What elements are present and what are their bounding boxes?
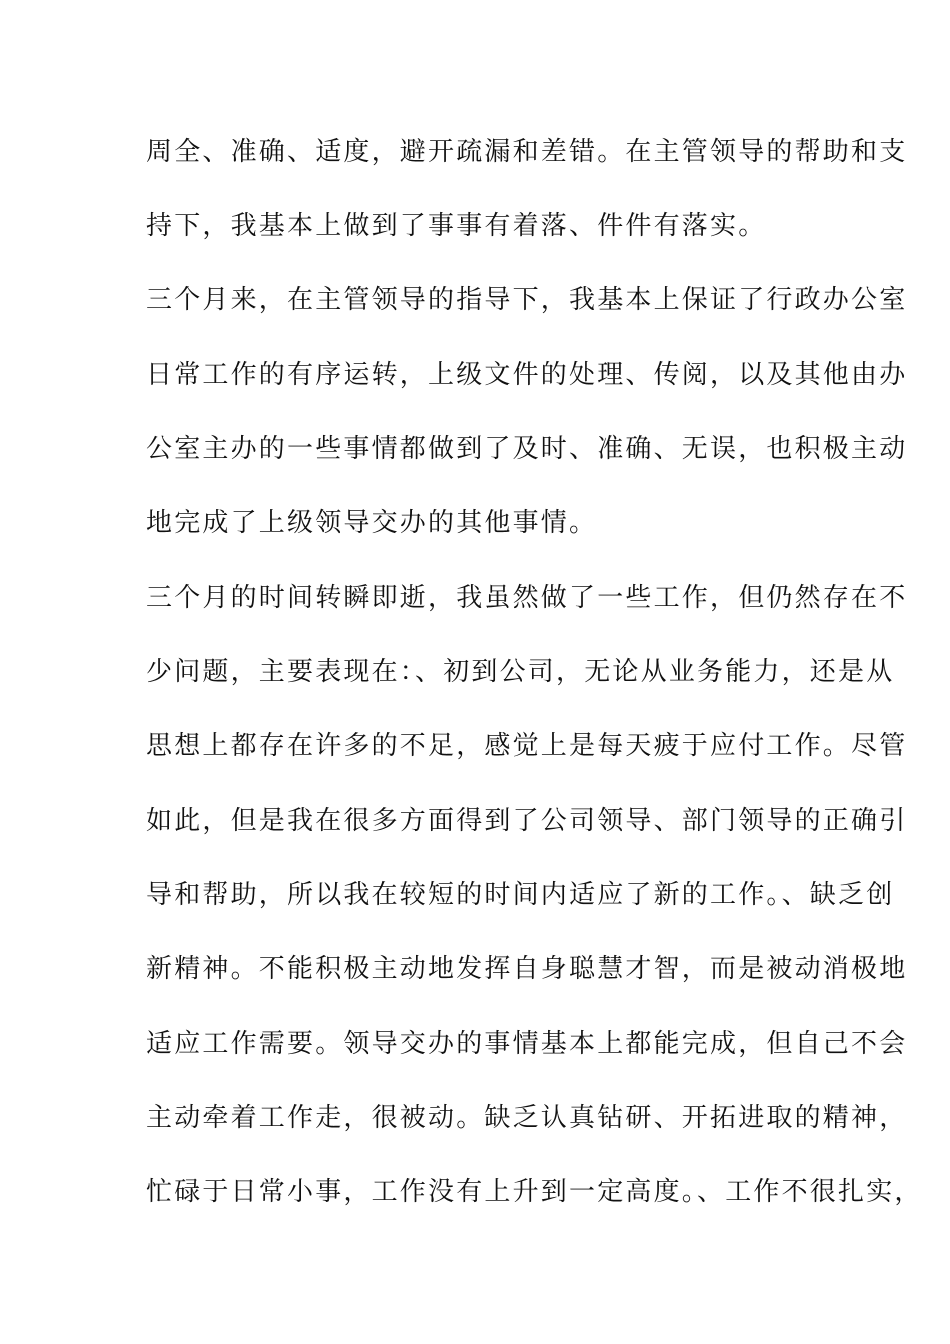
text-line: 公室主办的一些事情都做到了及时、准确、无误，也积极主动 <box>146 434 908 464</box>
text-line: 忙碌于日常小事，工作没有上升到一定高度。、工作不很扎实， <box>146 1177 923 1207</box>
text-line: 周全、准确、适度，避开疏漏和差错。在主管领导的帮助和支 <box>146 137 908 167</box>
text-line: 适应工作需要。领导交办的事情基本上都能完成，但自己不会 <box>146 1029 908 1059</box>
text-line: 地完成了上级领导交办的其他事情。 <box>146 508 598 538</box>
text-line: 三个月来，在主管领导的指导下，我基本上保证了行政办公室 <box>146 285 908 315</box>
text-line: 三个月的时间转瞬即逝，我虽然做了一些工作，但仍然存在不 <box>146 583 908 613</box>
text-line: 新精神。不能积极主动地发挥自身聪慧才智，而是被动消极地 <box>146 954 908 984</box>
text-line: 导和帮助，所以我在较短的时间内适应了新的工作。、缺乏创 <box>146 880 895 910</box>
text-line: 主动牵着工作走，很被动。缺乏认真钻研、开拓进取的精神， <box>146 1103 908 1133</box>
text-line: 少问题，主要表现在：、初到公司，无论从业务能力，还是从 <box>146 657 895 687</box>
text-line: 持下，我基本上做到了事事有着落、件件有落实。 <box>146 211 767 241</box>
text-line: 思想上都存在许多的不足，感觉上是每天疲于应付工作。尽管 <box>146 731 908 761</box>
text-line: 如此，但是我在很多方面得到了公司领导、部门领导的正确引 <box>146 806 908 836</box>
text-line: 日常工作的有序运转，上级文件的处理、传阅，以及其他由办 <box>146 360 908 390</box>
